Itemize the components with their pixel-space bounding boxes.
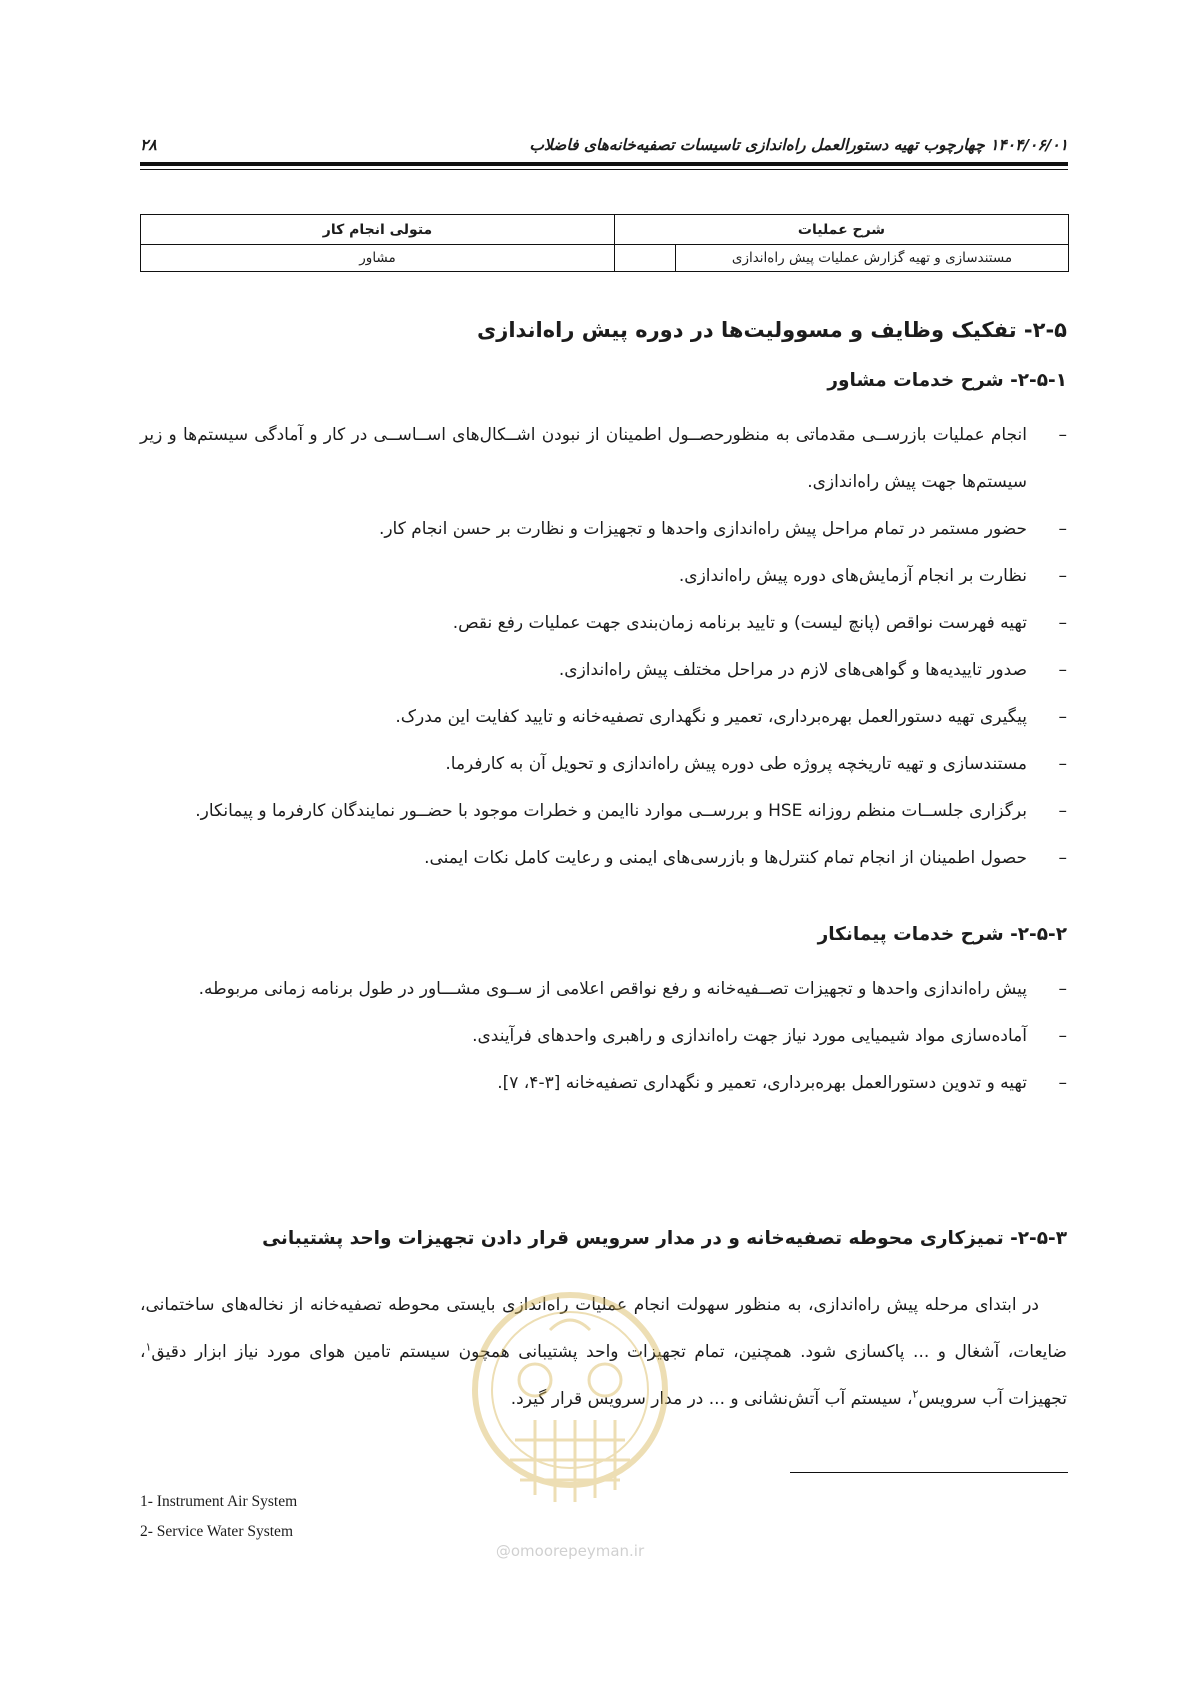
contractor-duties-list [140,966,1067,1107]
header-rule-thick [140,162,1068,166]
footnotes [140,1487,297,1547]
list-item: – آماده‌سازی مواد شیمیایی مورد نیاز جهت راه‌اندازی و راهبری واحدهای فرآیندی. [472,1026,1067,1046]
cleanup-paragraph: در ابتدای مرحله پیش راه‌اندازی، به منظور سهولت انجام عملیات راه‌اندازی بایستی محوطه تصفیه‌خانه از نخاله‌های ساختمانی، ضایعات، آشغال و ... پاکسازی شود. همچنین، تمام تجهیزات واحد پشتیبانی همچون سیستم تامین هوای مورد نیاز ابزار دقیق$^۱$، تجهیزات آب سرویس$^۲$، سیستم آب آتش‌نشانی و ... در مدار سرویس قرار گیرد. [140,1295,1067,1409]
list-item: – انجام عملیات بازرســی مقدماتی به منظورحصــول اطمینان از نبودن اشــکال‌های اســاســی در کار و آمادگی سیستم‌ها و زیر سیستم‌ها جهت پیش راه‌اندازی. [140,425,1067,492]
list-item: – حصول اطمینان از انجام تمام کنترل‌ها و بازرسی‌های ایمنی و رعایت کامل نکات ایمنی. [424,848,1067,868]
table-cell-operation [615,245,1069,272]
list-item: – برگزاری جلســات منظم روزانه HSE و بررســی موارد ناایمن و خطرات موجود با حضــور نمایندگان کارفرما و پیمانکار. [195,801,1067,821]
consultant-duties-list [140,412,1067,882]
operation-text: مستندسازی و تهیه گزارش عملیات پیش راه‌اندازی [675,245,1068,271]
header-owner: متولی انجام کار [141,215,615,245]
footnote-1: 1- Instrument Air System [140,1493,298,1510]
section-heading-2-5-1: ۲-۵-۱- شرح خدمات مشاور [827,370,1067,391]
watermark [455,1270,685,1560]
list-item: – حضور مستمر در تمام مراحل پیش راه‌اندازی واحدها و تجهیزات و نظارت بر حسن انجام کار. [378,519,1067,539]
header-operation: شرح عملیات [615,215,1069,245]
empty-subcell [615,245,675,271]
list-item: – نظارت بر انجام آزمایش‌های دوره پیش راه‌اندازی. [678,566,1067,586]
running-header [140,128,1068,154]
list-item: – پیگیری تهیه دستورالعمل بهره‌برداری، تعمیر و نگهداری تصفیه‌خانه و تایید کفایت این مدرک. [395,707,1067,727]
watermark-seal-icon [455,1270,685,1530]
footnote-ref-2: ۲ [912,1387,919,1401]
list-item: – تهیه فهرست نواقص (پانچ لیست) و تایید برنامه زمان‌بندی جهت عملیات رفع نقص. [452,613,1067,633]
footnote-2: 2- Service Water System [140,1523,293,1540]
list-item: – تهیه و تدوین دستورالعمل بهره‌برداری، تعمیر و نگهداری تصفیه‌خانه [۳-۴، ۷]. [497,1073,1067,1093]
list-item: – پیش راه‌اندازی واحدها و تجهیزات تصــفیه‌خانه و رفع نواقص اعلامی از ســوی مشـــاور در طول برنامه زمانی مربوطه. [198,979,1067,999]
footnote-ref-1: ۱ [145,1340,152,1354]
table-cell-owner: مشاور [141,245,615,272]
watermark-text: @omoorepeyman.ir [495,1542,645,1560]
table-header-row [141,215,1069,245]
header-rule-thin [140,169,1068,170]
section-heading-2-5-3: ۲-۵-۳- تمیزکاری محوطه تصفیه‌خانه و در مدار سرویس قرار دادن تجهیزات واحد پشتیبانی [262,1228,1067,1249]
footnote-rule [790,1472,1068,1473]
running-header-title: ۱۴۰۴/۰۶/۰۱ چهارچوب تهیه دستورالعمل راه‌اندازی تاسیسات تصفیه‌خانه‌های فاضلاب [529,136,1068,154]
page-number: ۲۸ [140,136,157,154]
operations-table [140,214,1069,272]
table-row [141,245,1069,272]
section-heading-2-5: ۲-۵- تفکیک وظایف و مسوولیت‌ها در دوره پیش راه‌اندازی [477,318,1067,342]
list-item: – صدور تاییدیه‌ها و گواهی‌های لازم در مراحل مختلف پیش راه‌اندازی. [558,660,1067,680]
list-item: – مستندسازی و تهیه تاریخچه پروژه طی دوره پیش راه‌اندازی و تحویل آن به کارفرما. [445,754,1067,774]
section-heading-2-5-2: ۲-۵-۲- شرح خدمات پیمانکار [817,924,1067,945]
